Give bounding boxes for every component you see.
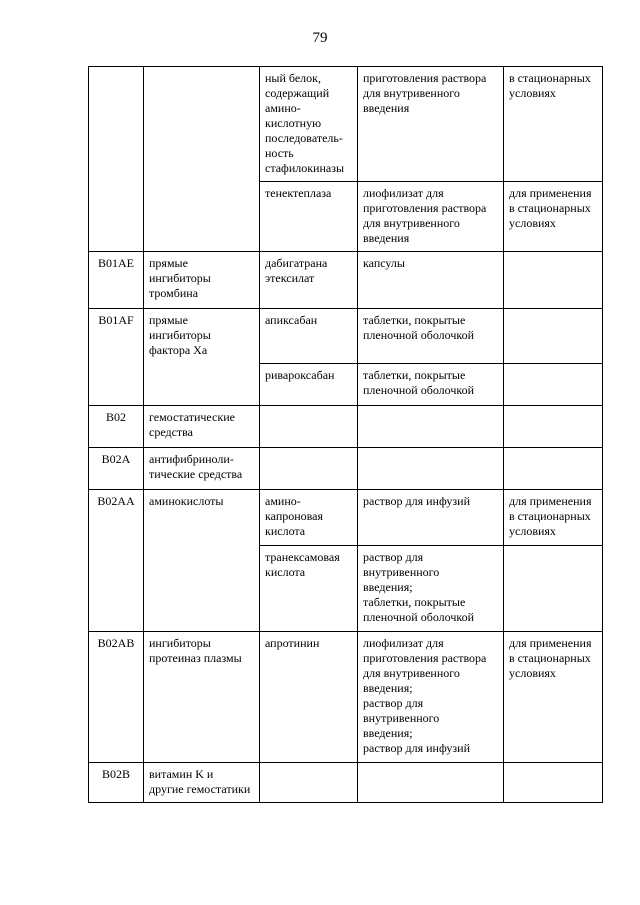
atc-code-cell: B02B bbox=[89, 763, 144, 803]
form-cell: приготовления раствора для внутривенного введения bbox=[358, 67, 504, 182]
note-cell bbox=[504, 546, 603, 632]
drug-cell bbox=[260, 406, 358, 448]
form-cell: раствор для внутривенного введения; таблетки, покрытые пленочной оболочкой bbox=[358, 546, 504, 632]
drug-cell: ный белок, содержащий амино- кислотную последователь- ность стафилокиназы bbox=[260, 67, 358, 182]
note-cell bbox=[504, 406, 603, 448]
drug-cell: апиксабан bbox=[260, 309, 358, 364]
page-number: 79 bbox=[312, 30, 328, 46]
group-cell: прямые ингибиторы фактора Xa bbox=[144, 309, 260, 406]
atc-code-cell: B02A bbox=[89, 448, 144, 490]
table-row bbox=[89, 763, 603, 803]
atc-code-cell: B02 bbox=[89, 406, 144, 448]
atc-code-cell bbox=[89, 67, 144, 252]
form-cell bbox=[358, 763, 504, 803]
table-row bbox=[89, 406, 603, 448]
table-row bbox=[89, 309, 603, 364]
group-cell: гемостатические средства bbox=[144, 406, 260, 448]
form-cell: таблетки, покрытые пленочной оболочкой bbox=[358, 364, 504, 406]
table-row bbox=[89, 67, 603, 182]
note-cell bbox=[504, 448, 603, 490]
atc-code-cell: B01AE bbox=[89, 252, 144, 309]
drug-cell: транексамовая кислота bbox=[260, 546, 358, 632]
table-row bbox=[89, 252, 603, 309]
drug-cell bbox=[260, 448, 358, 490]
drug-cell: тенектеплаза bbox=[260, 182, 358, 252]
group-cell: аминокислоты bbox=[144, 490, 260, 632]
atc-code-cell: B01AF bbox=[89, 309, 144, 406]
form-cell: лиофилизат для приготовления раствора для внутривенного введения; раствор для внутривенного введения; раствор для инфузий bbox=[358, 632, 504, 763]
atc-code-cell: B02AA bbox=[89, 490, 144, 632]
note-cell bbox=[504, 309, 603, 364]
note-cell bbox=[504, 252, 603, 309]
form-cell bbox=[358, 448, 504, 490]
table-row bbox=[89, 448, 603, 490]
note-cell: для применения в стационарных условиях bbox=[504, 182, 603, 252]
drug-cell: ривароксабан bbox=[260, 364, 358, 406]
drug-cell: апротинин bbox=[260, 632, 358, 763]
form-cell: лиофилизат для приготовления раствора для внутривенного введения bbox=[358, 182, 504, 252]
form-cell bbox=[358, 406, 504, 448]
form-cell: таблетки, покрытые пленочной оболочкой bbox=[358, 309, 504, 364]
note-cell bbox=[504, 364, 603, 406]
note-cell bbox=[504, 763, 603, 803]
group-cell bbox=[144, 67, 260, 252]
atc-code-cell: B02AB bbox=[89, 632, 144, 763]
note-cell: для применения в стационарных условиях bbox=[504, 490, 603, 546]
drug-table bbox=[88, 66, 603, 803]
drug-cell: дабигатрана этексилат bbox=[260, 252, 358, 309]
group-cell: ингибиторы протеиназ плазмы bbox=[144, 632, 260, 763]
drug-cell bbox=[260, 763, 358, 803]
note-cell: в стационарных условиях bbox=[504, 67, 603, 182]
form-cell: раствор для инфузий bbox=[358, 490, 504, 546]
note-cell: для применения в стационарных условиях bbox=[504, 632, 603, 763]
group-cell: витамин K и другие гемостатики bbox=[144, 763, 260, 803]
group-cell: прямые ингибиторы тромбина bbox=[144, 252, 260, 309]
form-cell: капсулы bbox=[358, 252, 504, 309]
drug-cell: амино- капроновая кислота bbox=[260, 490, 358, 546]
group-cell: антифибриноли- тические средства bbox=[144, 448, 260, 490]
table-row bbox=[89, 632, 603, 763]
table-row bbox=[89, 490, 603, 546]
